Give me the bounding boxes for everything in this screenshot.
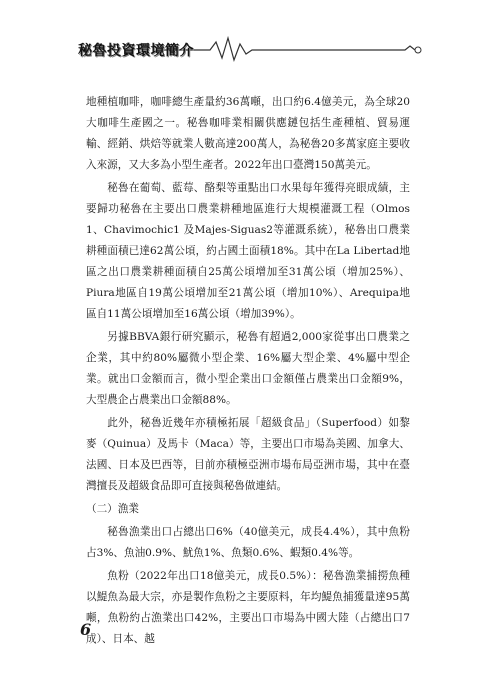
page-number: 6 [80,620,92,639]
section-heading-fisheries: （二）漁業 [86,503,139,515]
header-decoration [0,30,480,70]
heartbeat-line-icon [160,38,415,60]
page-header [0,0,480,70]
paragraph-coffee: 地種植咖啡，咖啡總生產量約36萬噸，出口約6.4億美元，為全球20大咖啡生產國之一。秘魯咖啡業相關供應鏈包括生產種植、貿易運輸、經銷、烘焙等就業人數高達200萬人，為秘魯20多萬家庭主要收入來源，又大多為小型生產者。2022年出口臺灣150萬美元。 [86,96,410,171]
paragraph-fishmeal: 魚粉（2022年出口18億美元，成長0.5%）：秘魯漁業捕撈魚種以鯷魚為最大宗，亦是製作魚粉之主要原料，年均鯷魚捕獲量達95萬噸，魚粉約占漁業出口42%，主要出口市場為中國大陸（占總出口7成）、日本、越 [86,570,410,645]
paragraph-bbva: 另據BBVA銀行研究顯示，秘魯有超過2,000家從事出口農業之企業，其中約80%屬微小型企業、16%屬大型企業、4%屬中型企業。就出口金額而言，微小型企業出口金額僅占農業出口金額9%，大型農企占農業出口金額88%。 [86,331,410,406]
paragraph-fishery-exports: 秘魯漁業出口占總出口6%（40億美元，成長4.4%），其中魚粉占3%、魚油0.9%、魷魚1%、魚類0.6%、蝦類0.4%等。 [86,526,410,559]
paragraph-superfood: 此外，秘魯近幾年亦積極拓展「超級食品」（Superfood）如黎麥（Quinua）及馬卡（Maca）等，主要出口市場為美國、加拿大、法國、日本及巴西等，目前亦積極亞洲市場布局亞洲市場，其中在臺灣擅長及超級食品即可直接與秘魯做連結。 [86,417,410,492]
page-body [86,92,410,652]
paragraph-fruit: 秘魯在葡萄、藍莓、酪梨等重點出口水果每年獲得亮眼成績，主要歸功秘魯在主要出口農業耕種地區進行大規模灌溉工程（Olmos 1、Chavimochic1 及Majes-Siguas2等灌溉系統），秘魯出口農業耕種面積已達62萬公頃，約占國土面積18%。其中在La Libertad地區之出口農業耕種面積自25萬公頃增加至31萬公頃（增加25%）、Piura地區自19萬公頃增加至21萬公頃（增加10%）、Arequipa地區自11萬公頃增加至16萬公頃（增加39%）。 [86,182,410,320]
header-title: 秘魯投資環境簡介 [78,43,194,59]
